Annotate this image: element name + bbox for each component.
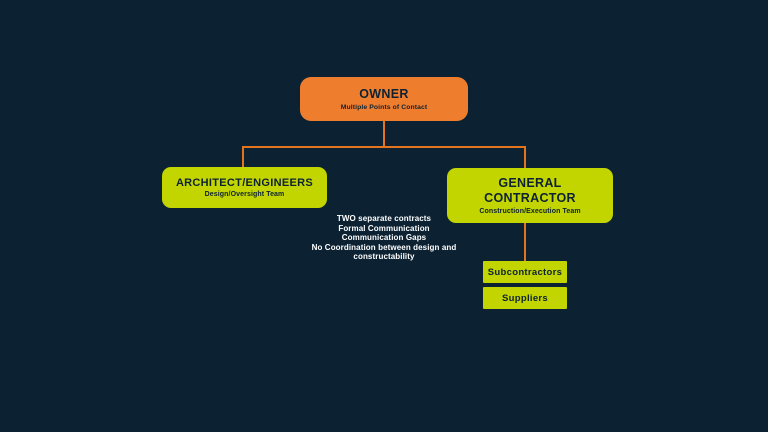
node-suppliers <box>483 287 567 309</box>
node-architect-subtitle: Design/Oversight Team <box>204 191 285 198</box>
node-contractor-subtitle: Construction/Execution Team <box>479 208 581 216</box>
connector-horizontal <box>242 146 526 148</box>
connector-to-contractor <box>524 147 526 168</box>
contract-note-line: Formal Communication <box>338 223 430 233</box>
contract-note-line: constructability <box>353 252 415 262</box>
node-owner-title: OWNER <box>359 87 409 101</box>
contract-note-line: Communication Gaps <box>341 233 427 243</box>
connector-contractor-to-subcontractors <box>524 223 526 261</box>
node-architect-title: ARCHITECT/ENGINEERS <box>175 177 314 189</box>
contract-notes <box>294 214 474 262</box>
node-owner <box>300 77 468 121</box>
node-owner-subtitle: Multiple Points of Contact <box>340 104 428 111</box>
node-subcontractors <box>483 261 567 283</box>
node-subcontractors-label: Subcontractors <box>487 266 563 278</box>
node-contractor-title: GENERAL CONTRACTOR <box>484 175 576 205</box>
contract-note-line: No Coordination between design and <box>311 242 457 252</box>
contract-note-line: TWO separate contracts <box>336 214 432 223</box>
connector-to-architect <box>242 147 244 167</box>
connector-owner-down <box>383 121 385 147</box>
node-suppliers-label: Suppliers <box>502 292 548 304</box>
node-architect-engineers <box>162 167 327 208</box>
